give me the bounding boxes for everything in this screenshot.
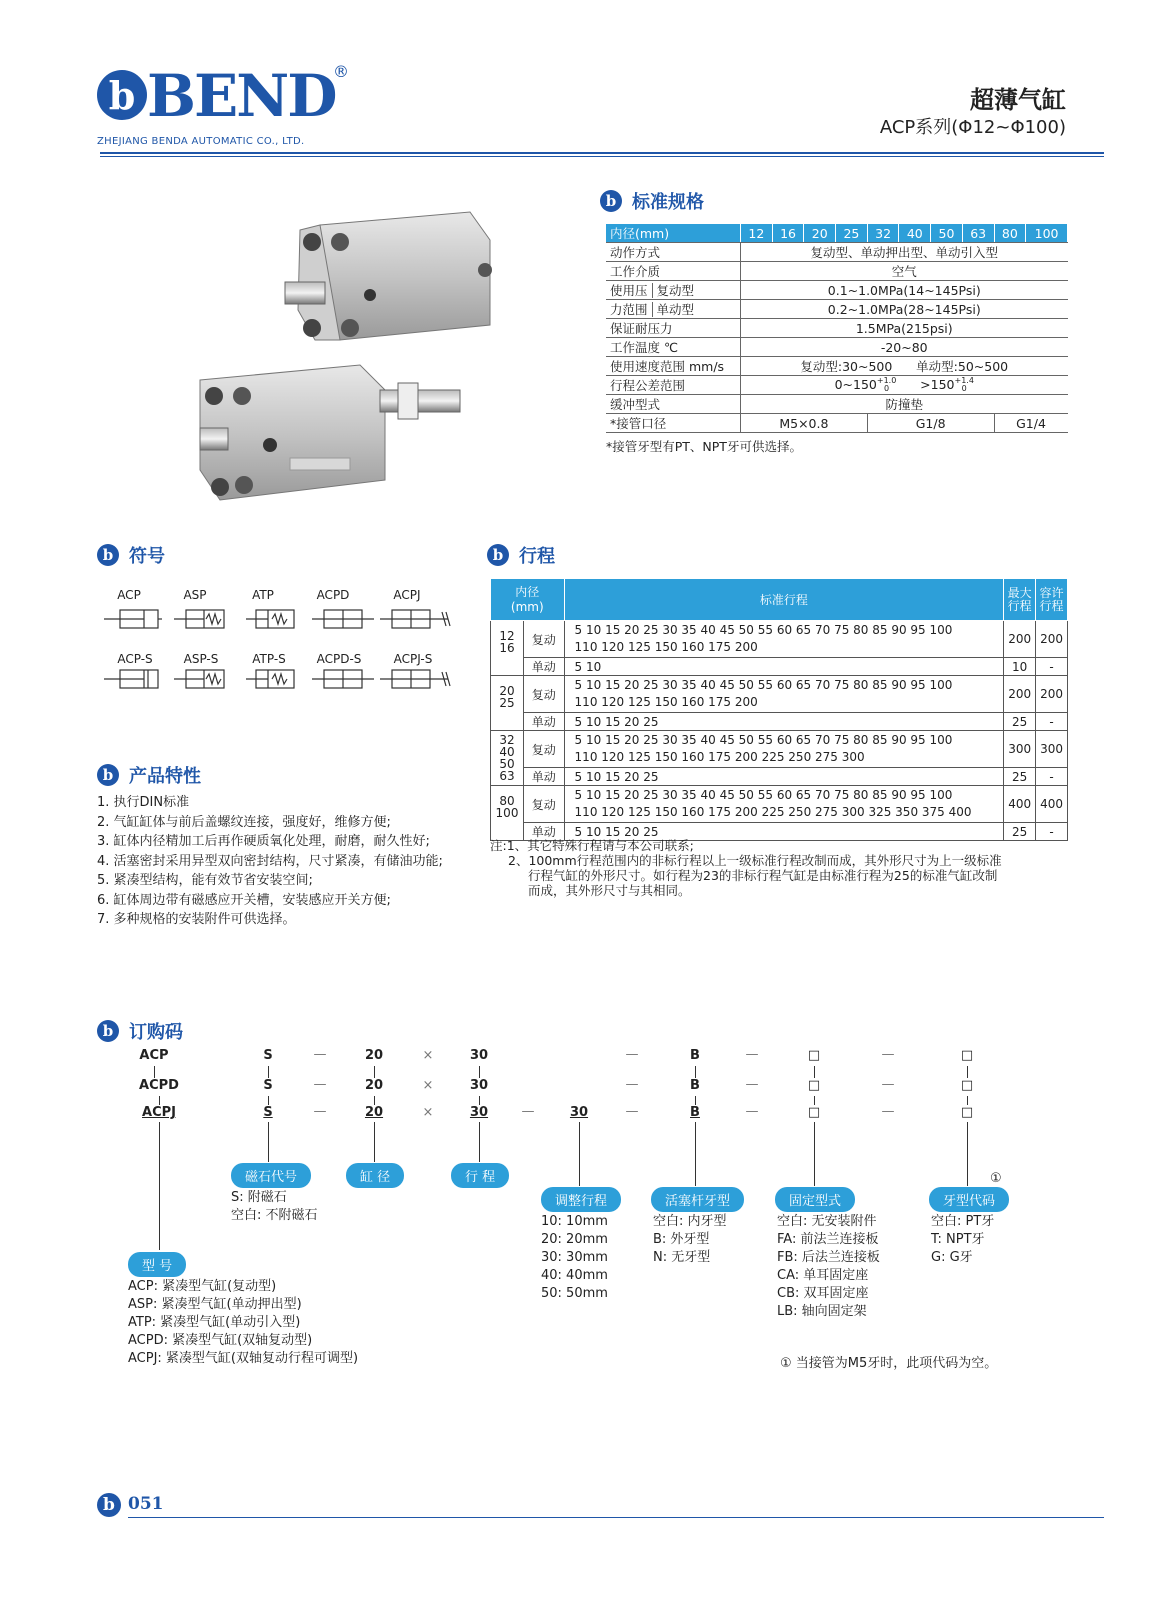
model-code: ACPD [139,1078,179,1093]
stroke-note-2c: 而成，其外形尺寸与其相同。 [528,883,691,898]
connector [579,1122,580,1186]
option-item: T: NPT牙 [931,1232,985,1247]
code-dash: — [745,1104,759,1119]
code-dash: — [881,1104,895,1119]
badge-magnet: 磁石代号 [231,1163,311,1188]
stroke-line: 5 10 15 20 25 30 35 40 45 50 55 60 65 70 75 80 85 90 95 100 [574,733,953,747]
code-stroke: 30 [469,1078,489,1093]
connector [967,1096,968,1105]
code-dash: — [881,1077,895,1092]
code-dash: — [625,1104,639,1119]
thread-options [931,1213,994,1267]
stroke-note-2b: 行程气缸的外形尺寸。如行程为23的非标行程气缸是由标准行程为25的标准气缸改制 [528,868,998,883]
option-item: 40: 40mm [541,1268,608,1283]
connector [695,1066,696,1078]
stroke-tol: - [1036,658,1068,676]
tol-b: >150 [920,376,955,392]
spec-label: 工作介质 [606,262,741,281]
connector [374,1122,375,1162]
connector [268,1122,269,1162]
model-code: ACPJ [142,1105,176,1120]
code-rod: B [690,1078,700,1093]
feature-item: 5. 紧凑型结构，能有效节省安装空间; [97,873,313,888]
spec-value: 防撞垫 [741,395,1068,414]
connector [479,1096,480,1105]
badge-mount: 固定型式 [775,1187,855,1212]
spec-title-text: 标准规格 [632,192,704,213]
header-rule-thin [100,156,1104,157]
connector [814,1066,815,1078]
spec-bore: 12 [741,224,773,243]
mount-options [777,1213,880,1321]
page-subtitle: ACP系列(Φ12~Φ100) [879,117,1066,138]
spec-label [606,300,741,319]
badge-thread: 牙型代码 [929,1187,1009,1212]
stroke-head-max-b: 行程 [1007,598,1032,613]
stroke-line: 110 120 125 150 160 175 200 225 250 275 300 325 350 375 400 [574,805,972,819]
bore-value: 25 [499,696,515,710]
stroke-row-double [491,621,1068,658]
footer-b-icon: b [97,1493,121,1517]
connector [479,1122,480,1162]
connector [374,1096,375,1105]
spec-label [606,281,741,300]
stroke-values: 5 10 15 20 25 [564,713,1004,731]
connector [268,1096,269,1105]
code-rod: B [690,1105,700,1120]
stroke-tol: - [1036,823,1068,841]
spec-bore: 16 [772,224,804,243]
bore-value: 63 [499,769,515,783]
stroke-max: 25 [1004,768,1036,786]
spec-label: 动作方式 [606,243,741,262]
spec-title [600,188,704,214]
code-dash: — [625,1047,639,1062]
spec-bore: 50 [931,224,963,243]
bore-value: 20 [499,684,515,698]
option-item: ACP: 紧凑型气缸(复动型) [128,1279,277,1294]
section-b-icon: b [97,544,119,566]
stroke-head-max-a: 最大 [1007,585,1032,600]
bore-value: 16 [499,641,515,655]
stroke-max: 400 [1004,786,1036,823]
stroke-max: 25 [1004,823,1036,841]
badge-stroke: 行 程 [451,1163,509,1188]
section-b-icon: b [97,764,119,786]
stroke-type: 单动 [524,658,565,676]
stroke-type: 复动 [524,731,565,768]
feature-item: 6. 缸体周边带有磁感应开关槽，安装感应开关方便; [97,892,391,908]
spec-label: 缓冲型式 [606,395,741,414]
feature-item: 7. 多种规格的安装附件可供选择。 [97,912,296,927]
code-stroke: 30 [469,1105,489,1120]
order-footnote: ① 当接管为M5牙时，此项代码为空。 [780,1356,998,1371]
magnet-options [231,1189,318,1225]
symbol-label: ACP [117,588,141,602]
model-options [128,1278,358,1368]
badge-rod: 活塞杆牙型 [651,1187,744,1212]
adjust-options [541,1213,608,1303]
stroke-row-double [491,731,1068,768]
symbol-label: ASP [183,588,207,602]
option-item: ACPD: 紧凑型气缸(双轴复动型) [128,1333,313,1348]
code-times: × [422,1048,434,1063]
tol-a-sup: +1.0 [876,376,897,386]
spec-bore: 100 [1026,224,1068,243]
connector [159,1096,160,1105]
symbol-label: ATP [252,588,274,602]
code-thread: □ [960,1048,974,1063]
stroke-bore [491,621,524,676]
tol-a: 0~150 [834,376,877,392]
spec-value [741,376,1068,395]
symbol-label: ACPD-S [316,652,362,666]
footer-rule [128,1517,1104,1518]
stroke-note-2a: 2、100mm行程范围内的非标行程以上一级标准行程改制而成，其外形尺寸为上一级标准 [508,853,1002,868]
stroke-line: 5 10 15 20 25 30 35 40 45 50 55 60 65 70 75 80 85 90 95 100 [574,623,953,637]
stroke-type: 单动 [524,768,565,786]
code-bore: 20 [364,1048,384,1063]
spec-label: *接管口径 [606,414,741,433]
features-list [97,793,443,930]
option-item: N: 无牙型 [653,1250,711,1265]
option-item: 空白: 不附磁石 [231,1208,318,1223]
code-bore: 20 [364,1105,384,1120]
spec-bore: 20 [804,224,836,243]
stroke-max: 10 [1004,658,1036,676]
spec-bore: 80 [994,224,1026,243]
symbol-label: ASP-S [183,652,219,666]
symbol-label: ACPJ-S [393,652,433,666]
stroke-notes [490,838,1002,898]
option-item: FA: 前法兰连接板 [777,1232,879,1247]
stroke-line: 5 10 15 20 25 30 35 40 45 50 55 60 65 70 75 80 85 90 95 100 [574,678,953,692]
option-item: ASP: 紧凑型气缸(单动押出型) [128,1297,302,1312]
option-item: CA: 单耳固定座 [777,1268,869,1283]
stroke-line: 110 120 125 150 160 175 200 [574,640,758,654]
symbols-title-text: 符号 [129,546,165,567]
option-item: S: 附磁石 [231,1190,287,1205]
spec-value: M5×0.8 [741,414,868,433]
code-thread: □ [960,1105,974,1120]
spec-value: 空气 [741,262,1068,281]
code-dash: — [313,1077,327,1092]
header-rule [100,152,1104,154]
bore-value: 50 [499,757,515,771]
stroke-max: 25 [1004,713,1036,731]
symbols-title [97,542,165,568]
spec-note: *接管牙型有PT、NPT牙可供选择。 [606,439,802,454]
code-times: × [422,1105,434,1120]
spec-value: 0.1~1.0MPa(14~145Psi) [741,281,1068,300]
bore-value: 40 [499,745,515,759]
option-item: ACPJ: 紧凑型气缸(双轴复动行程可调型) [128,1351,359,1366]
stroke-head-bore-unit: (mm) [510,599,544,614]
stroke-tol: 300 [1036,731,1068,768]
option-item: 20: 20mm [541,1232,608,1247]
code-rod: B [690,1048,700,1063]
option-item: 50: 50mm [541,1286,608,1301]
symbol-label: ATP-S [252,652,286,666]
page-number: 051 [128,1494,164,1514]
order-title [97,1018,183,1044]
connector [695,1096,696,1105]
feature-item: 4. 活塞密封采用异型双向密封结构，尺寸紧凑，有储油功能; [97,853,443,869]
logo-text: BEND [147,62,336,130]
stroke-type: 单动 [524,823,565,841]
stroke-line: 110 120 125 150 160 175 200 225 250 275 300 [574,750,865,764]
spec-value: -20~80 [741,338,1068,357]
spec-head-bore: 内径(mm) [606,224,741,243]
code-mount: □ [807,1048,821,1063]
code-stroke: 30 [469,1048,489,1063]
spec-label: 行程公差范围 [606,376,741,395]
code-dash: — [745,1077,759,1092]
code-dash: — [745,1047,759,1062]
code-bore: 20 [364,1078,384,1093]
option-item: 10: 10mm [541,1214,608,1229]
spec-bore: 40 [899,224,931,243]
connector [374,1066,375,1078]
code-dash: — [313,1104,327,1119]
symbol-label: ACP-S [117,652,153,666]
spec-value: G1/4 [994,414,1068,433]
connector [154,1066,155,1078]
stroke-row-single [491,658,1068,676]
stroke-max: 300 [1004,731,1036,768]
connector [695,1122,696,1186]
badge-bore: 缸 径 [346,1163,404,1188]
option-item: LB: 轴向固定架 [777,1304,867,1319]
option-item: FB: 后法兰连接板 [777,1250,880,1265]
option-item: 30: 30mm [541,1250,608,1265]
speed-single: 单动型:50~500 [916,359,1009,374]
stroke-values [564,786,1004,823]
stroke-title [487,542,555,568]
features-title-text: 产品特性 [129,766,201,787]
stroke-head-tol [1036,579,1068,621]
code-s: S [263,1105,273,1120]
option-item: CB: 双耳固定座 [777,1286,869,1301]
stroke-head-tol-b: 行程 [1039,598,1064,613]
code-mount: □ [807,1105,821,1120]
stroke-head-max [1004,579,1036,621]
speed-double: 复动型:30~500 [800,359,893,374]
stroke-title-text: 行程 [519,546,555,567]
spec-value: 1.5MPa(215psi) [741,319,1068,338]
code-s: S [263,1078,273,1093]
stroke-line: 110 120 125 150 160 175 200 [574,695,758,709]
stroke-row-double [491,786,1068,823]
option-item: 空白: 无安装附件 [777,1214,877,1229]
tol-a-sub: 0 [884,384,890,394]
feature-item: 3. 缸体内径精加工后再作硬质氧化处理，耐磨，耐久性好; [97,834,430,849]
code-adjust: 30 [569,1105,589,1120]
features-title [97,762,201,788]
stroke-table [490,578,1068,841]
stroke-note-1: 注:1、其它特殊行程请与本公司联系; [490,838,694,853]
stroke-bore [491,731,524,786]
stroke-head-tol-a: 容许 [1039,585,1064,600]
spec-sublabel: 单动型 [652,302,695,317]
spec-label-part: 力范围 [610,302,648,317]
badge-adjust: 调整行程 [541,1187,621,1212]
registered-mark: ® [333,62,349,81]
spec-label: 工作温度 ℃ [606,338,741,357]
stroke-row-double [491,676,1068,713]
tol-b-sup: +1.4 [954,376,974,386]
section-b-icon: b [97,1020,119,1042]
spec-value: 复动型、单动押出型、单动引入型 [741,243,1068,262]
model-code: ACP [139,1048,169,1063]
option-item: 空白: 内牙型 [653,1214,727,1229]
connector [814,1122,815,1186]
feature-item: 2. 气缸缸体与前后盖螺纹连接，强度好，维修方便; [97,814,391,830]
stroke-tol: - [1036,768,1068,786]
bore-value: 32 [499,733,515,747]
product-image [180,200,510,510]
feature-item: 1. 执行DIN标准 [97,795,190,810]
symbol-diagrams [100,602,460,692]
stroke-max: 200 [1004,676,1036,713]
code-dash: — [521,1104,535,1119]
stroke-tol: - [1036,713,1068,731]
code-times: × [422,1078,434,1093]
spec-label: 保证耐压力 [606,319,741,338]
spec-table [606,224,1068,433]
bore-value: 12 [499,629,515,643]
code-mount: □ [807,1078,821,1093]
rod-options [653,1213,727,1267]
thread-circle-note: ① [990,1171,1002,1186]
stroke-values: 5 10 15 20 25 [564,768,1004,786]
stroke-head-bore [491,579,565,621]
connector [159,1122,160,1250]
stroke-type: 复动 [524,676,565,713]
code-s: S [263,1048,273,1063]
spec-bore: 63 [962,224,994,243]
stroke-type: 单动 [524,713,565,731]
spec-label-part: 使用压 [610,283,648,298]
stroke-type: 复动 [524,621,565,658]
stroke-values [564,621,1004,658]
badge-model: 型 号 [128,1252,186,1277]
stroke-bore [491,676,524,731]
stroke-row-single [491,768,1068,786]
order-title-text: 订购码 [129,1022,183,1043]
spec-value: G1/8 [867,414,994,433]
connector [967,1066,968,1078]
stroke-head-std: 标准行程 [564,579,1004,621]
stroke-row-single [491,713,1068,731]
company-name: ZHEJIANG BENDA AUTOMATIC CO., LTD. [97,136,305,147]
option-item: 空白: PT牙 [931,1214,995,1229]
stroke-values: 5 10 15 20 25 [564,823,1004,841]
stroke-head-bore-text: 内径 [515,584,540,599]
stroke-tol: 200 [1036,621,1068,658]
connector [268,1066,269,1078]
section-b-icon: b [600,190,622,212]
code-dash: — [625,1077,639,1092]
stroke-values: 5 10 [564,658,1004,676]
code-thread: □ [960,1078,974,1093]
spec-sublabel: 复动型 [652,283,695,298]
connector [814,1096,815,1105]
option-item: B: 外牙型 [653,1232,710,1247]
connector [967,1122,968,1186]
stroke-max: 200 [1004,621,1036,658]
section-b-icon: b [487,544,509,566]
symbol-label: ACPD [316,588,350,602]
stroke-line: 5 10 15 20 25 30 35 40 45 50 55 60 65 70 75 80 85 90 95 100 [574,788,953,802]
symbol-label: ACPJ [393,588,421,602]
stroke-values [564,731,1004,768]
logo [97,62,357,132]
logo-b-icon: b [97,70,147,120]
option-item: G: G牙 [931,1250,973,1265]
spec-bore: 25 [836,224,868,243]
tol-b-sub: 0 [961,384,967,394]
connector [479,1066,480,1078]
code-dash: — [313,1047,327,1062]
bore-value: 100 [495,806,519,820]
spec-bore: 32 [867,224,899,243]
page-title: 超薄气缸 [970,86,1066,114]
bore-value: 80 [499,794,515,808]
option-item: ATP: 紧凑型气缸(单动引入型) [128,1315,301,1330]
spec-label: 使用速度范围 mm/s [606,357,741,376]
stroke-values [564,676,1004,713]
stroke-tol: 400 [1036,786,1068,823]
code-dash: — [881,1047,895,1062]
stroke-type: 复动 [524,786,565,823]
stroke-bore [491,786,524,841]
stroke-tol: 200 [1036,676,1068,713]
spec-value [741,357,1068,376]
spec-value: 0.2~1.0MPa(28~145Psi) [741,300,1068,319]
